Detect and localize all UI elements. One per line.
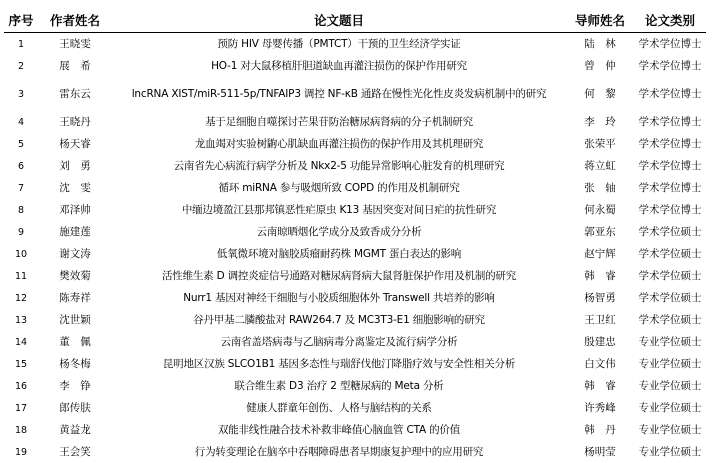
row-author: 董 佩 xyxy=(38,331,112,353)
row-type: 学术学位博士 xyxy=(634,77,706,111)
row-type: 专业学位硕士 xyxy=(634,331,706,353)
row-type: 学术学位硕士 xyxy=(634,243,706,265)
header-supervisor: 导师姓名 xyxy=(566,8,634,33)
row-author: 沈 雯 xyxy=(38,177,112,199)
row-supervisor: 蒋立虹 xyxy=(566,155,634,177)
row-no: 17 xyxy=(4,397,38,419)
table-row xyxy=(4,221,706,243)
row-no: 13 xyxy=(4,309,38,331)
row-author: 谢文涛 xyxy=(38,243,112,265)
row-author: 施建莲 xyxy=(38,221,112,243)
table-row xyxy=(4,199,706,221)
row-no: 5 xyxy=(4,133,38,155)
row-author: 刘 勇 xyxy=(38,155,112,177)
row-supervisor: 郭亚东 xyxy=(566,221,634,243)
row-title: 行为转变理论在脑卒中吞咽障碍患者早期康复护理中的应用研究 xyxy=(112,441,566,463)
row-type: 专业学位硕士 xyxy=(634,353,706,375)
table-body xyxy=(4,33,706,463)
row-author: 李 铮 xyxy=(38,375,112,397)
row-title: 健康人群童年创伤、人格与脑结构的关系 xyxy=(112,397,566,419)
row-title: 昆明地区汉族 SLCO1B1 基因多态性与瑞舒伐他汀降脂疗效与安全性相关分析 xyxy=(112,353,566,375)
row-author: 王会笑 xyxy=(38,441,112,463)
row-author: 王晓雯 xyxy=(38,33,112,56)
table-row xyxy=(4,309,706,331)
row-title: 云南省盖塔病毒与乙脑病毒分离鉴定及流行病学分析 xyxy=(112,331,566,353)
row-author: 邓泽帅 xyxy=(38,199,112,221)
table-row xyxy=(4,77,706,111)
row-no: 19 xyxy=(4,441,38,463)
row-title: 活性维生素 D 调控炎症信号通路对糖尿病肾病大鼠肾脏保护作用及机制的研究 xyxy=(112,265,566,287)
row-author: 杨天睿 xyxy=(38,133,112,155)
row-title: 谷丹甲基二膦酸盐对 RAW264.7 及 MC3T3-E1 细胞影响的研究 xyxy=(112,309,566,331)
thesis-table xyxy=(4,8,706,463)
row-author: 黄益龙 xyxy=(38,419,112,441)
row-author: 樊效菊 xyxy=(38,265,112,287)
row-author: 沈世颖 xyxy=(38,309,112,331)
row-no: 8 xyxy=(4,199,38,221)
row-title: 云南晾晒烟化学成分及致香成分分析 xyxy=(112,221,566,243)
header-type: 论文类别 xyxy=(634,8,706,33)
row-no: 2 xyxy=(4,55,38,77)
row-type: 专业学位硕士 xyxy=(634,441,706,463)
row-supervisor: 李 玲 xyxy=(566,111,634,133)
row-supervisor: 杨智勇 xyxy=(566,287,634,309)
header-title: 论文题目 xyxy=(112,8,566,33)
table-row xyxy=(4,55,706,77)
table-row xyxy=(4,243,706,265)
row-no: 7 xyxy=(4,177,38,199)
row-type: 学术学位博士 xyxy=(634,111,706,133)
row-no: 14 xyxy=(4,331,38,353)
row-title: HO-1 对大鼠移植肝胆道缺血再灌注损伤的保护作用研究 xyxy=(112,55,566,77)
row-title: 低氧微环境对脑胶质瘤耐药株 MGMT 蛋白表达的影响 xyxy=(112,243,566,265)
table-row xyxy=(4,265,706,287)
table-row xyxy=(4,111,706,133)
row-title: lncRNA XIST/miR-511-5p/TNFAIP3 调控 NF-κB 通路在慢性光化性皮炎发病机制中的研究 xyxy=(112,77,566,111)
row-title: 基于足细胞自噬探讨芒果苷防治糖尿病肾病的分子机制研究 xyxy=(112,111,566,133)
row-supervisor: 张荣平 xyxy=(566,133,634,155)
row-no: 18 xyxy=(4,419,38,441)
row-author: 雷东云 xyxy=(38,77,112,111)
row-title: 龙血竭对实验树鼩心肌缺血再灌注损伤的保护作用及其机理研究 xyxy=(112,133,566,155)
row-type: 专业学位硕士 xyxy=(634,397,706,419)
row-type: 学术学位硕士 xyxy=(634,287,706,309)
table-row xyxy=(4,441,706,463)
table-row xyxy=(4,177,706,199)
row-author: 杨冬梅 xyxy=(38,353,112,375)
row-supervisor: 杨明莹 xyxy=(566,441,634,463)
row-supervisor: 白文伟 xyxy=(566,353,634,375)
row-author: 陈寿祥 xyxy=(38,287,112,309)
row-no: 10 xyxy=(4,243,38,265)
row-supervisor: 韩 睿 xyxy=(566,375,634,397)
row-type: 学术学位硕士 xyxy=(634,309,706,331)
table-row xyxy=(4,33,706,56)
table-row xyxy=(4,155,706,177)
table-row xyxy=(4,353,706,375)
table-row xyxy=(4,287,706,309)
row-no: 16 xyxy=(4,375,38,397)
row-type: 专业学位硕士 xyxy=(634,419,706,441)
row-title: 中缅边境盈江县那邦镇恶性疟原虫 K13 基因突变对间日疟的抗性研究 xyxy=(112,199,566,221)
row-supervisor: 赵宁辉 xyxy=(566,243,634,265)
row-no: 12 xyxy=(4,287,38,309)
row-type: 学术学位博士 xyxy=(634,33,706,56)
row-title: 双能非线性融合技术补救非峰值心脑血管 CTA 的价值 xyxy=(112,419,566,441)
row-type: 学术学位博士 xyxy=(634,199,706,221)
row-no: 9 xyxy=(4,221,38,243)
row-title: 预防 HIV 母婴传播（PMTCT）干预的卫生经济学实证 xyxy=(112,33,566,56)
row-title: Nurr1 基因对神经干细胞与小胶质细胞体外 Transwell 共培养的影响 xyxy=(112,287,566,309)
header-author: 作者姓名 xyxy=(38,8,112,33)
table-row xyxy=(4,419,706,441)
table-row xyxy=(4,133,706,155)
row-author: 展 希 xyxy=(38,55,112,77)
row-no: 6 xyxy=(4,155,38,177)
row-title: 联合维生素 D3 治疗 2 型糖尿病的 Meta 分析 xyxy=(112,375,566,397)
row-supervisor: 王卫红 xyxy=(566,309,634,331)
row-supervisor: 殷建忠 xyxy=(566,331,634,353)
table-row xyxy=(4,375,706,397)
table-row xyxy=(4,397,706,419)
row-supervisor: 韩 睿 xyxy=(566,265,634,287)
row-type: 学术学位博士 xyxy=(634,155,706,177)
row-supervisor: 陆 林 xyxy=(566,33,634,56)
row-type: 学术学位博士 xyxy=(634,133,706,155)
row-author: 郎传肤 xyxy=(38,397,112,419)
row-no: 11 xyxy=(4,265,38,287)
row-no: 15 xyxy=(4,353,38,375)
row-supervisor: 韩 丹 xyxy=(566,419,634,441)
table-header-row xyxy=(4,8,706,33)
table-row xyxy=(4,331,706,353)
row-supervisor: 何 黎 xyxy=(566,77,634,111)
row-type: 学术学位硕士 xyxy=(634,221,706,243)
row-supervisor: 曾 仲 xyxy=(566,55,634,77)
row-title: 循环 miRNA 参与吸烟所致 COPD 的作用及机制研究 xyxy=(112,177,566,199)
row-type: 学术学位博士 xyxy=(634,55,706,77)
row-author: 王晓丹 xyxy=(38,111,112,133)
row-no: 3 xyxy=(4,77,38,111)
row-no: 1 xyxy=(4,33,38,56)
row-type: 学术学位硕士 xyxy=(634,265,706,287)
row-supervisor: 张 轴 xyxy=(566,177,634,199)
row-type: 学术学位博士 xyxy=(634,177,706,199)
row-no: 4 xyxy=(4,111,38,133)
row-title: 云南省先心病流行病学分析及 Nkx2-5 功能异常影响心脏发育的机理研究 xyxy=(112,155,566,177)
row-type: 专业学位硕士 xyxy=(634,375,706,397)
header-no: 序号 xyxy=(4,8,38,33)
row-supervisor: 许秀峰 xyxy=(566,397,634,419)
row-supervisor: 何永蜀 xyxy=(566,199,634,221)
